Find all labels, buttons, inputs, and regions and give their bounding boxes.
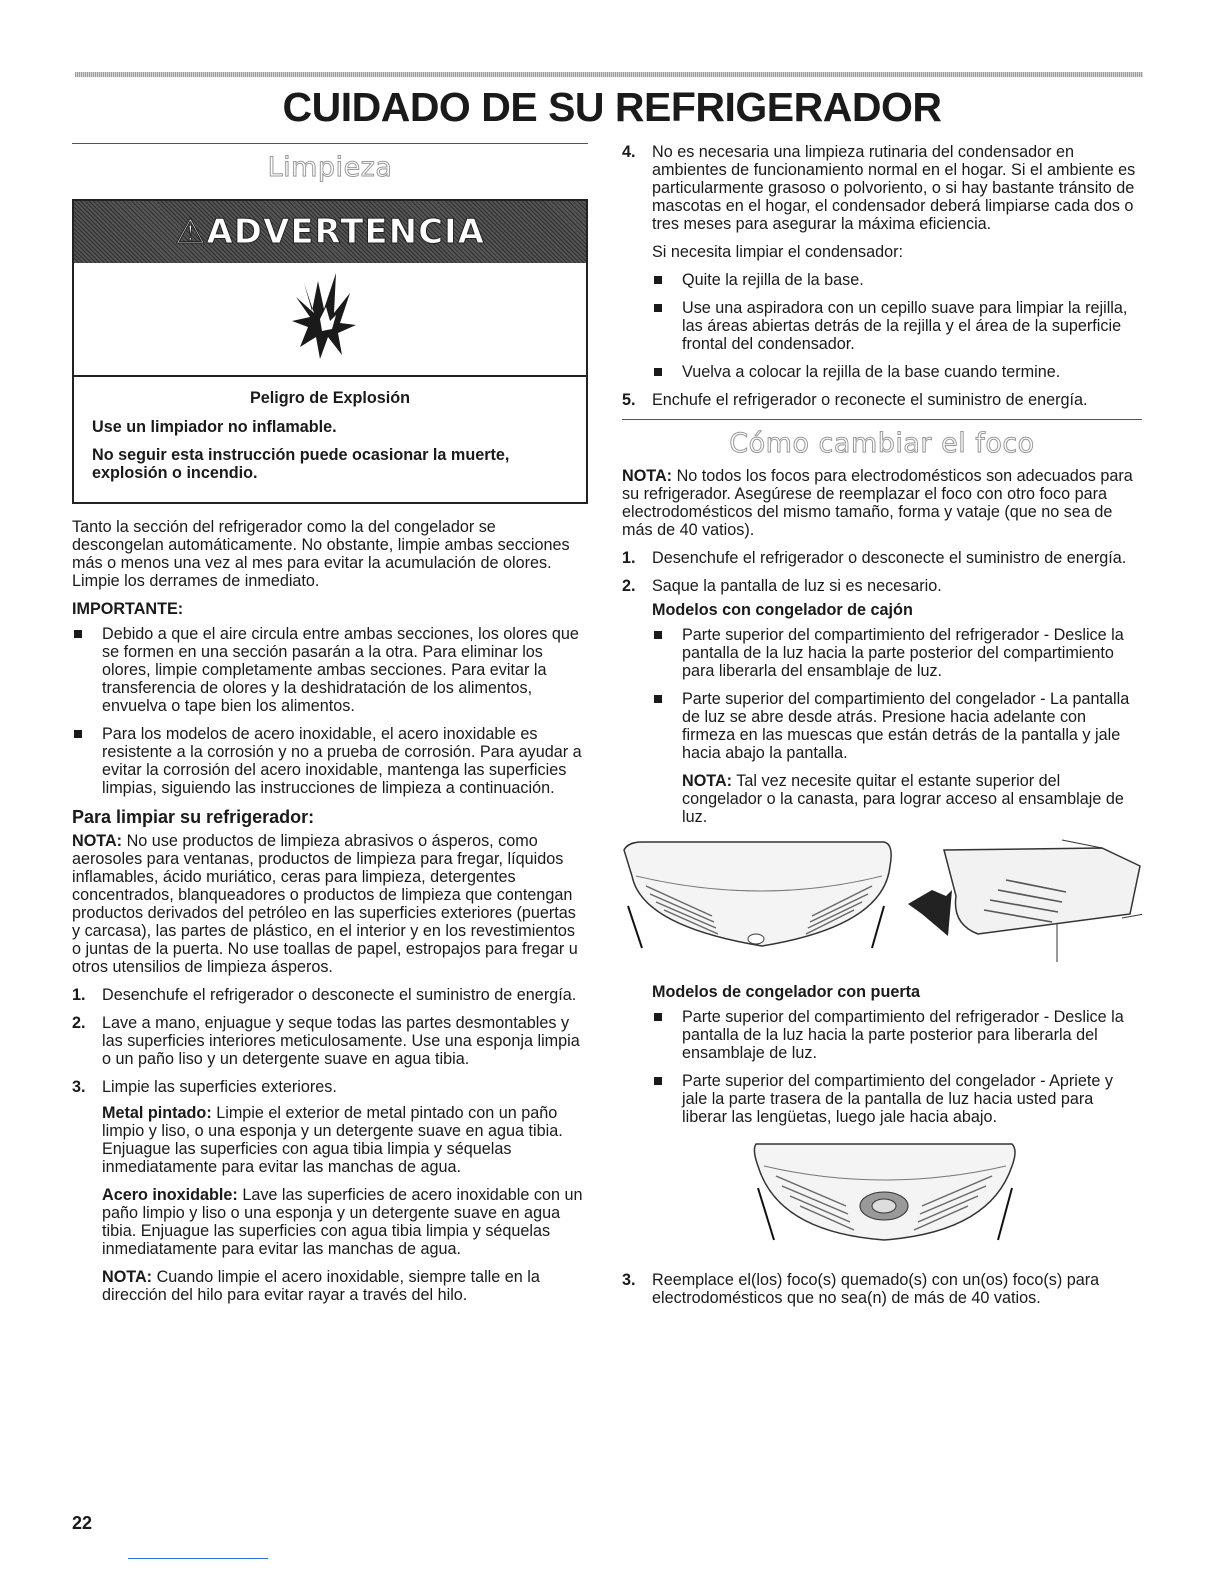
- bullet-icon: [654, 1077, 662, 1085]
- explosion-icon: [74, 263, 586, 377]
- warning-header: [74, 201, 586, 263]
- page-title: CUIDADO DE SU REFRIGERADOR: [282, 84, 942, 130]
- bullet-icon: [74, 630, 82, 638]
- page-number: 22: [72, 1513, 93, 1533]
- list-item: Parte superior del compartimiento del refrigerador - Deslice la pantalla de la luz hacia la parte posterior para liberarla del ensamblaje de luz.: [652, 1008, 1142, 1062]
- list-item: 5. Enchufe el refrigerador o reconecte el suministro de energía.: [622, 391, 1088, 409]
- list-item: Parte superior del compartimiento del refrigerador - Deslice la pantalla de la luz hacia la parte posterior del compartimiento para liberarla del ensamblaje de luz.: [652, 626, 1142, 680]
- condenser-intro: Si necesita limpiar el condensador:: [652, 243, 904, 261]
- list-item: 3. Reemplace el(los) foco(s) quemado(s) con un(os) foco(s) para electrodomésticos que no sea(n) de más de 40 vatios.: [622, 1271, 1100, 1307]
- warning-triangle-icon: ⚠: [174, 212, 207, 252]
- door-list: [652, 1008, 1142, 1126]
- drawer-heading: Modelos con congelador de cajón: [652, 601, 913, 619]
- list-item: 4. No es necesaria una limpieza rutinaria del condensador en ambientes de funcionamiento normal en el hogar. Si el ambiente es particularmente grasoso o polvoriento, o si hay bastante tránsito de mascotas en el hogar, el condensador deberá limpiarse cada dos o tres meses para asegurar la máxima eficiencia.: [622, 143, 1136, 233]
- metal-paragraph: Metal pintado: Limpie el exterior de metal pintado con un paño limpio y liso, o una esponja y un detergente suave en agua tibia. Enjuague las superficies con agua tibia limpia y séquelas inmediatamente para evitar las manchas de agua.: [102, 1104, 563, 1176]
- section-title-limpieza: Limpieza: [267, 152, 393, 183]
- list-item: Para los modelos de acero inoxidable, el acero inoxidable es resistente a la corrosión y no a prueba de corrosión. Para ayudar a evitar la corrosión del acero inoxidable, mantenga las superficies limpias, siguiendo las instrucciones de limpieza a continuación.: [72, 725, 588, 797]
- drawer-list: [652, 626, 1142, 762]
- nota-paragraph: NOTA: No todos los focos para electrodomésticos son adecuados para su refrigerador. Asegúrese de reemplazar el foco con otro foco para electrodomésticos del mismo tamaño, forma y vataje (que no sea de más de 40 vatios).: [622, 467, 1133, 539]
- list-item: 2. Saque la pantalla de luz si es necesario.: [622, 577, 942, 595]
- warning-header-text: ADVERTENCIA: [206, 212, 485, 252]
- important-list: [72, 625, 588, 797]
- warning-line-2: No seguir esta instrucción puede ocasionar la muerte, explosión o incendio.: [92, 446, 510, 482]
- door-heading: Modelos de congelador con puerta: [652, 983, 921, 1001]
- drawer-nota-paragraph: NOTA: Tal vez necesite quitar el estante superior del congelador o la canasta, para lograr acceso al ensamblaje de luz.: [682, 772, 1124, 826]
- steel-paragraph: Acero inoxidable: Lave las superficies de acero inoxidable con un paño limpio y liso o una esponja y un detergente suave en agua tibia. Enjuague las superficies con agua tibia limpia y séquelas inmediatamente para evitar las manchas de agua.: [102, 1186, 583, 1258]
- section-divider: [72, 143, 588, 144]
- intro-paragraph: Tanto la sección del refrigerador como la del congelador se descongelan automáticamente. No obstante, limpie ambas secciones más o menos una vez al mes para evitar la acumulación de olores. Limpie los derrames de inmediato.: [72, 518, 570, 590]
- bullet-icon: [654, 695, 662, 703]
- list-item: Quite la rejilla de la base.: [652, 271, 1142, 289]
- nota-paragraph: NOTA: No use productos de limpieza abrasivos o ásperos, como aerosoles para ventanas, productos de limpieza para fregar, líquidos inflamables, ácido muriático, ceras para limpieza, detergentes concentrados, blanqueadores o productos de limpieza que contengan productos derivados del petróleo en las superficies exteriores (puertas y carcasa), las partes de plástico, en el interior y en los revestimientos o juntas de la puerta. No use toallas de papel, estropajos para fregar u otros utensilios de limpieza ásperos.: [72, 832, 578, 976]
- bullet-icon: [74, 730, 82, 738]
- header-rule: [75, 72, 1143, 77]
- light-shield-drawer-illustration: [622, 836, 1142, 971]
- footer-rule: [128, 1558, 268, 1559]
- bullet-icon: [654, 304, 662, 312]
- bullet-icon: [654, 276, 662, 284]
- list-item: 1. Desenchufe el refrigerador o desconecte el suministro de energía.: [72, 986, 577, 1004]
- list-item: 3. Limpie las superficies exteriores.: [72, 1078, 337, 1096]
- right-column: [622, 143, 1142, 1317]
- list-item: Debido a que el aire circula entre ambas secciones, los olores que se formen en una sección pasarán a la otra. Para eliminar los olores, limpie completamente ambas secciones. Para evitar la transferencia de olores y la deshidratación de los alimentos, envuelva o tape bien los alimentos.: [72, 625, 588, 715]
- list-item: Use una aspiradora con un cepillo suave para limpiar la rejilla, las áreas abiertas detrás de la rejilla y el área de la superficie frontal del condensador.: [652, 299, 1142, 353]
- hazard-name: Peligro de Explosión: [249, 389, 411, 407]
- list-item: Parte superior del compartimiento del congelador - La pantalla de luz se abre desde atrás. Presione hacia adelante con firmeza en las muescas que están detrás de la pantalla y jale hacia abajo la pantalla.: [652, 690, 1142, 762]
- important-label: IMPORTANTE:: [72, 600, 184, 618]
- warning-line-1: Use un limpiador no inflamable.: [92, 418, 337, 436]
- cleaning-steps: [72, 986, 588, 1096]
- list-item: Vuelva a colocar la rejilla de la base cuando termine.: [652, 363, 1142, 381]
- bullet-icon: [654, 368, 662, 376]
- bullet-icon: [654, 631, 662, 639]
- section-title-foco: Cómo cambiar el foco: [729, 428, 1035, 459]
- warning-box: [72, 199, 588, 504]
- light-shield-door-illustration: [622, 1136, 1142, 1259]
- bullet-icon: [654, 1013, 662, 1021]
- left-column: [72, 143, 588, 1314]
- list-item: Parte superior del compartimiento del congelador - Apriete y jale la parte trasera de la pantalla de luz hacia usted para liberar las lengüetas, luego jale hacia abajo.: [652, 1072, 1142, 1126]
- condenser-list: [652, 271, 1142, 381]
- steel-nota-paragraph: NOTA: Cuando limpie el acero inoxidable, siempre talle en la dirección del hilo para evitar rayar a través del hilo.: [102, 1268, 540, 1304]
- section-divider: [622, 419, 1142, 420]
- list-item: 2. Lave a mano, enjuague y seque todas las partes desmontables y las superficies interiores meticulosamente. Use una esponja limpia o un paño liso y un detergente suave en agua tibia.: [72, 1014, 580, 1068]
- list-item: 1. Desenchufe el refrigerador o desconecte el suministro de energía.: [622, 549, 1127, 567]
- clean-heading: Para limpiar su refrigerador:: [72, 807, 315, 827]
